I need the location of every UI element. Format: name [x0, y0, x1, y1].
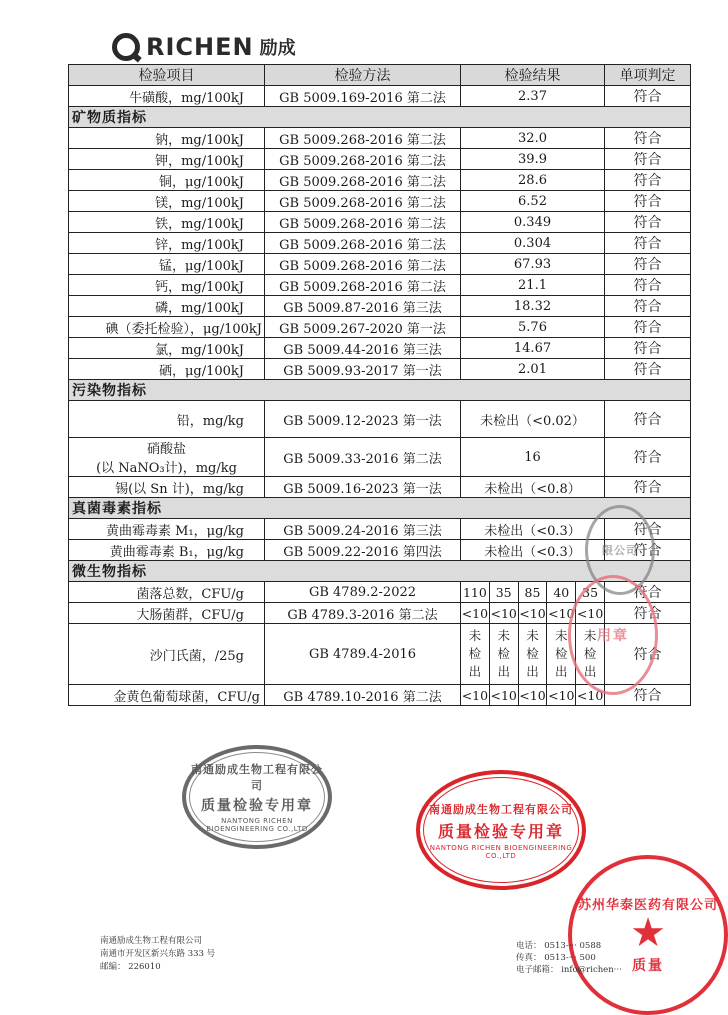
item-method: GB 5009.22-2016 第四法 — [265, 540, 461, 561]
star-icon: ★ — [630, 909, 666, 956]
quality-seal-red — [416, 770, 586, 890]
item-judge: 符合 — [605, 477, 691, 498]
result-cell: 110 — [461, 582, 490, 603]
item-name-line2: (以 NaNO₃计)，mg/kg — [96, 461, 237, 476]
item-name: 锡(以 Sn 计)，mg/kg — [69, 477, 265, 498]
item-method: GB 5009.33-2016 第二法 — [265, 438, 461, 477]
seal-org-text: 南通励成生物工程有限公司 — [191, 763, 323, 792]
table-row — [69, 212, 691, 233]
item-method: GB 5009.12-2023 第一法 — [265, 401, 461, 438]
item-judge: 符合 — [605, 275, 691, 296]
item-method: GB 5009.24-2016 第三法 — [265, 519, 461, 540]
footer-postcode: 邮编： 226010 — [100, 962, 161, 972]
section-row — [69, 380, 691, 401]
item-result: 未检出（<0.02） — [461, 401, 605, 438]
table-header-row — [69, 65, 691, 86]
item-method: GB 4789.2-2022 — [265, 582, 461, 603]
item-result: 2.01 — [461, 359, 605, 380]
item-method: GB 5009.44-2016 第三法 — [265, 338, 461, 359]
item-method: GB 5009.268-2016 第二法 — [265, 170, 461, 191]
footer-street: 南通市开发区新兴东路 333 号 — [100, 949, 216, 959]
header-method: 检验方法 — [265, 65, 461, 86]
item-judge: 符合 — [605, 191, 691, 212]
result-cell: 未 检 出 — [518, 624, 547, 685]
item-judge: 符合 — [605, 519, 691, 540]
footer-contact — [516, 940, 622, 976]
result-cell: 未 检 出 — [489, 624, 518, 685]
item-judge: 符合 — [605, 170, 691, 191]
item-method: GB 5009.268-2016 第二法 — [265, 149, 461, 170]
item-judge: 符合 — [605, 401, 691, 438]
item-method: GB 4789.10-2016 第二法 — [265, 685, 461, 706]
seal-en-text: NANTONG RICHEN BIOENGINEERING CO.,LTD — [429, 843, 573, 860]
table-row — [69, 191, 691, 212]
item-name: 铁，mg/100kJ — [69, 212, 265, 233]
footer-email: 电子邮箱： info@richen··· — [516, 965, 622, 975]
item-method: GB 5009.268-2016 第二法 — [265, 275, 461, 296]
item-name: 磷，mg/100kJ — [69, 296, 265, 317]
item-result: 18.32 — [461, 296, 605, 317]
table-row — [69, 359, 691, 380]
item-method: GB 5009.268-2016 第二法 — [265, 254, 461, 275]
result-cell: <10 — [547, 685, 576, 706]
logo-text-cn: 励成 — [259, 38, 296, 59]
seal-org-text: 南通励成生物工程有限公司 — [429, 802, 573, 816]
result-cell: <10 — [461, 685, 490, 706]
result-cell: 未 检 出 — [547, 624, 576, 685]
table-row — [69, 86, 691, 107]
item-judge: 符合 — [605, 233, 691, 254]
header-item: 检验项目 — [69, 65, 265, 86]
item-judge: 符合 — [605, 86, 691, 107]
seal-org-text: 苏州华泰医药有限公司 — [577, 897, 718, 913]
item-name: 钾，mg/100kJ — [69, 149, 265, 170]
header-judge: 单项判定 — [605, 65, 691, 86]
result-cell: 40 — [547, 582, 576, 603]
partial-red-seal: 用章 — [568, 575, 658, 695]
partial-gray-seal: 限公司 — [585, 505, 655, 595]
item-method: GB 5009.87-2016 第三法 — [265, 296, 461, 317]
item-judge: 符合 — [605, 603, 691, 624]
item-method: GB 5009.268-2016 第二法 — [265, 128, 461, 149]
item-result: 0.304 — [461, 233, 605, 254]
item-result: 32.0 — [461, 128, 605, 149]
item-judge: 符合 — [605, 149, 691, 170]
section-title-micro: 微生物指标 — [69, 561, 691, 582]
table-row — [69, 317, 691, 338]
result-cell: <10 — [518, 603, 547, 624]
item-name: 碘（委托检验），μg/100kJ — [69, 317, 265, 338]
distributor-seal — [568, 855, 728, 1015]
item-name: 金黄色葡萄球菌，CFU/g — [69, 685, 265, 706]
item-result: 未检出（<0.8） — [461, 477, 605, 498]
item-judge: 符合 — [605, 338, 691, 359]
seal-main-text: 质量检验专用章 — [437, 821, 564, 841]
footer-fax: 传真： 0513-··· 500 — [516, 953, 596, 963]
item-name-line1: 硝酸盐 — [146, 442, 186, 457]
item-method: GB 4789.3-2016 第二法 — [265, 603, 461, 624]
item-judge: 符合 — [605, 254, 691, 275]
table-row — [69, 254, 691, 275]
logo-text: RICHEN — [146, 33, 254, 61]
quality-seal-gray — [182, 745, 332, 849]
item-name: 黄曲霉毒素 B₁，μg/kg — [69, 540, 265, 561]
table-row — [69, 477, 691, 498]
item-name: 铜，μg/100kJ — [69, 170, 265, 191]
logo-mark-icon — [112, 33, 140, 61]
table-row — [69, 296, 691, 317]
result-cell: <10 — [489, 685, 518, 706]
result-cell: <10 — [518, 685, 547, 706]
item-name: 氯，mg/100kJ — [69, 338, 265, 359]
result-cell: 85 — [518, 582, 547, 603]
item-method: GB 5009.268-2016 第二法 — [265, 191, 461, 212]
item-method: GB 5009.267-2020 第一法 — [265, 317, 461, 338]
table-row — [69, 275, 691, 296]
item-result: 39.9 — [461, 149, 605, 170]
item-name: 钙，mg/100kJ — [69, 275, 265, 296]
item-result: 21.1 — [461, 275, 605, 296]
item-method: GB 5009.16-2023 第一法 — [265, 477, 461, 498]
item-result: 28.6 — [461, 170, 605, 191]
item-method: GB 5009.169-2016 第二法 — [265, 86, 461, 107]
item-result: 0.349 — [461, 212, 605, 233]
item-method: GB 5009.268-2016 第二法 — [265, 212, 461, 233]
item-judge: 符合 — [605, 624, 691, 685]
item-name: 钠，mg/100kJ — [69, 128, 265, 149]
item-method: GB 4789.4-2016 — [265, 624, 461, 685]
result-cell: 35 — [576, 582, 605, 603]
item-name: 大肠菌群，CFU/g — [69, 603, 265, 624]
result-cell: <10 — [576, 603, 605, 624]
company-logo — [112, 30, 296, 64]
section-title-contaminants: 污染物指标 — [69, 380, 691, 401]
result-cell: 未 检 出 — [461, 624, 490, 685]
table-row — [69, 149, 691, 170]
item-name: 锌，mg/100kJ — [69, 233, 265, 254]
result-cell: 未 检 出 — [576, 624, 605, 685]
header-result: 检验结果 — [461, 65, 605, 86]
item-judge: 符合 — [605, 540, 691, 561]
seal-en-text: NANTONG RICHEN BIOENGINEERING CO.,LTD — [206, 817, 308, 833]
footer-phone: 电话： 0513-··· 0588 — [516, 941, 602, 951]
table-row — [69, 233, 691, 254]
item-judge: 符合 — [605, 317, 691, 338]
result-cell: <10 — [547, 603, 576, 624]
result-cell: <10 — [489, 603, 518, 624]
item-result: 未检出（<0.3） — [461, 519, 605, 540]
item-name: 菌落总数，CFU/g — [69, 582, 265, 603]
table-row — [69, 170, 691, 191]
section-title-mycotoxins: 真菌毒素指标 — [69, 498, 691, 519]
item-name: 镁，mg/100kJ — [69, 191, 265, 212]
item-name — [69, 438, 265, 477]
result-cell: 35 — [489, 582, 518, 603]
item-judge: 符合 — [605, 438, 691, 477]
item-result: 5.76 — [461, 317, 605, 338]
item-name: 铅，mg/kg — [69, 401, 265, 438]
table-row — [69, 401, 691, 438]
footer-address — [100, 935, 215, 974]
item-name: 沙门氏菌，/25g — [69, 624, 265, 685]
seal-main-text: 质量 — [632, 957, 664, 974]
item-result: 2.37 — [461, 86, 605, 107]
section-title-minerals: 矿物质指标 — [69, 107, 691, 128]
table-row — [69, 128, 691, 149]
item-judge: 符合 — [605, 128, 691, 149]
item-name: 黄曲霉毒素 M₁，μg/kg — [69, 519, 265, 540]
item-result: 14.67 — [461, 338, 605, 359]
item-result: 6.52 — [461, 191, 605, 212]
item-name: 锰，μg/100kJ — [69, 254, 265, 275]
result-cell: <10 — [461, 603, 490, 624]
item-result: 16 — [461, 438, 605, 477]
item-method: GB 5009.268-2016 第二法 — [265, 233, 461, 254]
table-row — [69, 338, 691, 359]
item-name: 硒，μg/100kJ — [69, 359, 265, 380]
item-result: 67.93 — [461, 254, 605, 275]
item-judge: 符合 — [605, 359, 691, 380]
item-judge: 符合 — [605, 296, 691, 317]
item-judge: 符合 — [605, 212, 691, 233]
item-judge: 符合 — [605, 685, 691, 706]
item-method: GB 5009.93-2017 第一法 — [265, 359, 461, 380]
item-name: 牛磺酸，mg/100kJ — [69, 86, 265, 107]
section-row — [69, 107, 691, 128]
item-judge: 符合 — [605, 582, 691, 603]
result-cell: <10 — [576, 685, 605, 706]
footer-company: 南通励成生物工程有限公司 — [100, 936, 203, 946]
item-result: 未检出（<0.3） — [461, 540, 605, 561]
seal-main-text: 质量检验专用章 — [201, 798, 313, 814]
table-row — [69, 438, 691, 477]
